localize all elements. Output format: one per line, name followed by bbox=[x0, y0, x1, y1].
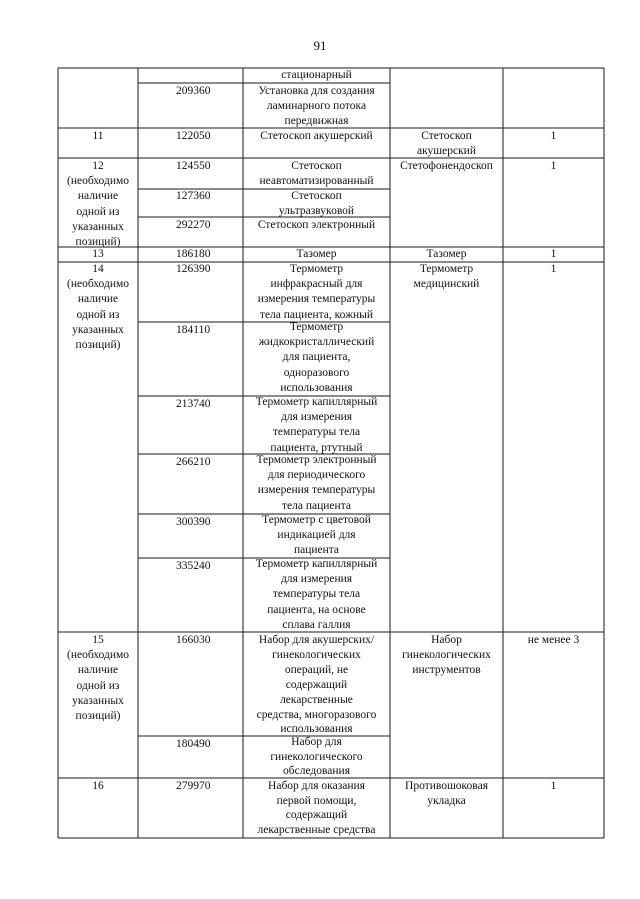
row-10-code: 266210 bbox=[176, 456, 211, 468]
row-7-group: 14 (необходимо наличие одной из указанных позиций) bbox=[66, 263, 129, 352]
row-12-name: Термометр капиллярный для измерения температуры тела пациента, на основе сплава галлия bbox=[255, 558, 378, 631]
row-13-category: Набор гинекологических инструментов bbox=[402, 634, 491, 677]
row-3-name: Стетоскоп неавтоматизированный bbox=[259, 160, 374, 188]
row-9-name: Термометр капиллярный для измерения температуры тела пациента, ртутный bbox=[255, 396, 378, 454]
row-5-name: Стетоскоп электронный bbox=[257, 219, 376, 231]
row-11-code: 300390 bbox=[176, 516, 211, 528]
row-8-code: 184110 bbox=[176, 324, 211, 336]
row-2-name: Стетоскоп акушерский bbox=[260, 130, 373, 142]
row-2-code: 122050 bbox=[176, 130, 211, 142]
row-6-group: 13 bbox=[92, 248, 104, 260]
row-0-name: стационарный bbox=[281, 69, 352, 81]
row-15-group: 16 bbox=[92, 780, 104, 792]
row-2-category: Стетоскоп акушерский bbox=[417, 130, 476, 158]
row-7-category: Термометр медицинский bbox=[413, 263, 480, 291]
row-2-quantity: 1 bbox=[550, 130, 557, 142]
row-15-category: Противошоковая укладка bbox=[405, 780, 488, 808]
row-7-name: Термометр инфракрасный для измерения температуры тела пациента, кожный bbox=[257, 263, 376, 321]
row-3-code: 124550 bbox=[176, 160, 211, 172]
row-6-quantity: 1 bbox=[550, 248, 557, 260]
row-5-code: 292270 bbox=[176, 219, 211, 231]
row-8-name: Термометр жидкокристаллический для пациента, одноразового использования bbox=[258, 321, 375, 394]
page-number: 91 bbox=[313, 38, 327, 53]
row-13-code: 166030 bbox=[176, 634, 211, 646]
row-13-group: 15 (необходимо наличие одной из указанных позиций) bbox=[66, 634, 129, 723]
row-1-code: 209360 bbox=[176, 85, 211, 97]
row-4-code: 127360 bbox=[176, 190, 211, 202]
row-13-name: Набор для акушерских/ гинекологических операций, не содержащий лекарственные средства, многоразового использования bbox=[256, 634, 377, 736]
row-14-code: 180490 bbox=[176, 738, 211, 750]
row-13-quantity: не менее 3 bbox=[527, 634, 580, 646]
row-1-name: Установка для создания ламинарного потока передвижная bbox=[258, 85, 375, 128]
row-11-name: Термометр с цветовой индикацией для пациента bbox=[262, 514, 371, 557]
row-6-category: Тазомер bbox=[426, 248, 467, 260]
row-3-quantity: 1 bbox=[550, 160, 557, 172]
row-7-quantity: 1 bbox=[550, 263, 557, 275]
row-6-code: 186180 bbox=[176, 248, 211, 260]
row-2-group: 11 bbox=[92, 130, 104, 142]
row-15-quantity: 1 bbox=[550, 780, 557, 792]
row-7-code: 126390 bbox=[176, 263, 211, 275]
row-12-code: 335240 bbox=[176, 560, 211, 572]
row-6-name: Тазомер bbox=[296, 248, 337, 260]
row-15-code: 279970 bbox=[176, 780, 211, 792]
row-4-name: Стетоскоп ультразвуковой bbox=[278, 190, 355, 218]
row-3-group: 12 (необходимо наличие одной из указанных позиций) bbox=[66, 160, 129, 249]
row-10-name: Термометр электронный для периодического измерения температуры тела пациента bbox=[256, 454, 377, 512]
row-14-name: Набор для гинекологического обследования bbox=[270, 736, 363, 777]
row-15-name: Набор для оказания первой помощи, содержащий лекарственные средства bbox=[257, 780, 376, 836]
row-3-category: Стетофонендоскоп bbox=[400, 160, 493, 172]
row-9-code: 213740 bbox=[176, 398, 211, 410]
